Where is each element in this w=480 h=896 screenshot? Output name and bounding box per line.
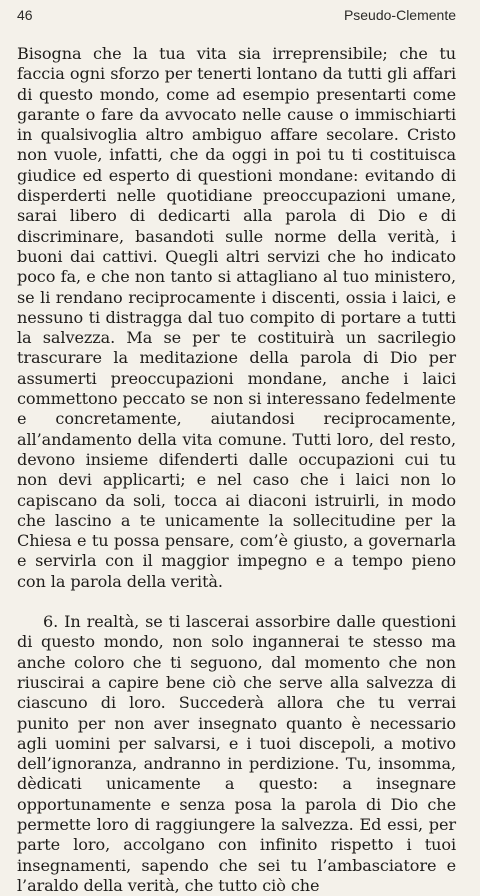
paragraph-2: 6. In realtà, se ti lascerai assorbire dalle questioni di questo mondo, non solo ingannerai te stesso ma anche coloro che ti seguono, dal momento che non riuscirai a capire bene ciò che serve alla salvezza di ciascuno di loro. Succederà allora che tu verrai punito per non aver insegnato quanto è necessario agli uomini per salvarsi, e i tuoi discepoli, a motivo dell’ignoranza, andranno in perdizione. Tu, insomma, dèdicati unicamente a questo: a insegnare opportunamente e senza posa la parola di Dio che permette loro di raggiungere la salvezza. Ed essi, per parte loro, accolgano con infinito rispetto i tuoi insegnamenti, sapendo che sei tu l’ambasciatore e l’araldo della verità, che tutto ciò che xyxy=(17,612,456,895)
paragraph-1: Bisogna che la tua vita sia irreprensibile; che tu faccia ogni sforzo per tenerti lontano da tutti gli affari di questo mondo, come ad esempio presentarti come garante o fare da avvocato nelle cause o immischiarti in qualsivoglia altro ambiguo affare secolare. Cristo non vuole, infatti, che da oggi in poi tu ti costituisca giudice ed esperto di questioni mondane: evitando di disperderti nelle quotidiane preoccupazioni umane, sarai libero di dedicarti alla parola di Dio e di discriminare, basandoti sulle norme della verità, i buoni dai cattivi. Quegli altri servizi che ho indicato poco fa, e che non tanto si attagliano al tuo ministero, se li rendano reciprocamente i discenti, ossia i laici, e nessuno ti distragga dal tuo compito di portare a tutti la salvezza. Ma se per te costituirà un sacrilegio trascurare la meditazione della parola di Dio per assumerti preoccupazioni mondane, anche i laici commettono peccato se non si interessano fedelmente e concretamente, aiutandosi reciprocamente, all’andamento della vita comune. Tutti loro, del resto, devono insieme difenderti dalle occupazioni cui tu non devi applicarti; e nel caso che i laici non lo capiscano da soli, tocca ai diaconi istruirli, in modo che lascino a te unicamente la sollecitudine per la Chiesa e tu possa pensare, com’è giusto, a governarla e servirla con il maggior impegno e a tempo pieno con la parola della verità. xyxy=(17,44,456,591)
running-head: Pseudo-Clemente xyxy=(343,7,456,23)
page-number: 46 xyxy=(17,7,33,23)
page-header xyxy=(17,4,456,26)
body-text xyxy=(17,44,456,896)
